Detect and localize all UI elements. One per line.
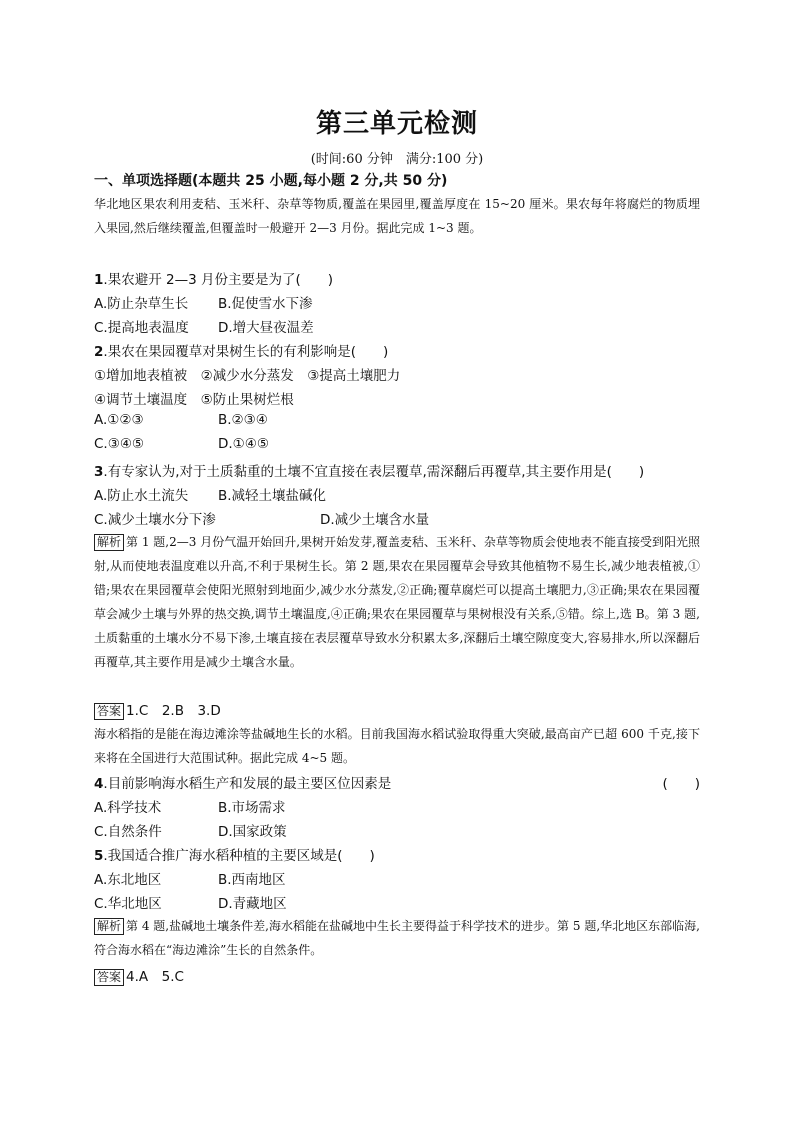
option-c: C.自然条件 [94,824,162,840]
q3-options-row-2 [94,508,594,528]
question-1 [94,268,333,288]
answer-text: 1.C 2.B 3.D [126,703,221,719]
option-a: A.①②③ [94,412,144,428]
q5-options-row-1 [94,868,394,888]
question-number: 4 [94,776,104,792]
q2-items-1: ①增加地表植被 ②减少水分蒸发 ③提高土壤肥力 [94,368,401,384]
analysis-block-1 [94,530,700,674]
question-stem: .我国适合推广海水稻种植的主要区域是( ) [103,848,375,864]
option-c: C.提高地表温度 [94,320,189,336]
q4-options-row-2 [94,820,394,840]
question-number: 2 [94,344,104,360]
passage-2: 海水稻指的是能在海边滩涂等盐碱地生长的水稻。目前我国海水稻试验取得重大突破,最高亩产已超 600 千克,接下来将在全国进行大范围试种。据此完成 4~5 题。 [94,727,700,765]
question-5 [94,844,375,864]
option-a: A.防止水土流失 [94,488,189,504]
answer-paren: ( ) [662,776,700,792]
option-d: D.国家政策 [218,824,287,840]
question-number: 3 [94,464,104,480]
analysis-text: 第 4 题,盐碱地土壤条件差,海水稻能在盐碱地中生长主要得益于科学技术的进步。第 5 题,华北地区东部临海,符合海水稻在“海边滩涂”生长的自然条件。 [94,919,700,957]
page-title: 第三单元检测 [315,109,478,139]
answer-tag: 答案 [94,703,124,720]
question-3 [94,460,644,480]
answer-tag: 答案 [94,969,124,986]
question-stem: .目前影响海水稻生产和发展的最主要区位因素是 [103,776,392,792]
q2-options-row-1 [94,412,394,428]
option-b: B.②③④ [218,412,268,428]
q5-options-row-2 [94,892,394,912]
option-a: A.防止杂草生长 [94,296,189,312]
question-4 [94,772,700,792]
question-2 [94,340,388,360]
analysis-tag: 解析 [94,918,124,935]
option-a: A.东北地区 [94,872,162,888]
option-d: D.青藏地区 [218,896,287,912]
option-b: B.减轻土壤盐碱化 [218,488,327,504]
analysis-text: 第 1 题,2—3 月份气温开始回升,果树开始发芽,覆盖麦秸、玉米秆、杂草等物质会使地表不能直接受到阳光照射,从而使地表温度难以升高,不利于果树生长。第 2 题,果农在果园覆草会导致其他植物不易生长,减少地表植被,①错;果农在果园覆草会使阳光照射到地面少,减少水分蒸发,②正确;覆草腐烂可以提高土壤肥力,③正确;果农在果园覆草会减少土壤与外界的热交换,调节土壤温度,④正确;果农在果园覆草与果树根没有关系,⑤错。综上,选 B。第 3 题,土质黏重的土壤水分不易下渗,土壤直接在表层覆草导致水分积累太多,深翻后土壤空隙度变大,容易排水,所以深翻后再覆草,其主要作用是减少土壤含水量。 [94,535,700,669]
option-c: C.③④⑤ [94,436,145,452]
option-d: D.增大昼夜温差 [218,320,314,336]
analysis-block-2 [94,914,700,962]
answer-block-2 [94,965,184,986]
option-a: A.科学技术 [94,800,162,816]
q2-items-2: ④调节土壤温度 ⑤防止果树烂根 [94,392,294,408]
question-stem: .果农在果园覆草对果树生长的有利影响是( ) [103,344,389,360]
answer-block-1 [94,699,221,720]
question-stem: .果农避开 2—3 月份主要是为了( ) [103,272,333,288]
q1-options-row-2 [94,316,394,336]
q3-options-row-1 [94,484,494,504]
question-stem: .有专家认为,对于土质黏重的土壤不宜直接在表层覆草,需深翻后再覆草,其主要作用是( ) [103,464,645,480]
option-b: B.市场需求 [218,800,286,816]
option-b: B.促使雪水下渗 [218,296,313,312]
question-number: 5 [94,848,104,864]
analysis-tag: 解析 [94,534,124,551]
option-b: B.西南地区 [218,872,286,888]
q1-options-row-1 [94,292,394,312]
section-heading: 一、单项选择题(本题共 25 小题,每小题 2 分,共 50 分) [94,173,448,189]
option-d: D.①④⑤ [218,436,269,452]
option-d: D.减少土壤含水量 [320,512,430,528]
q4-options-row-1 [94,796,394,816]
answer-text: 4.A 5.C [126,969,184,985]
q2-options-row-2 [94,436,394,452]
passage-1: 华北地区果农利用麦秸、玉米秆、杂草等物质,覆盖在果园里,覆盖厚度在 15~20 厘米。果农每年将腐烂的物质埋入果园,然后继续覆盖,但覆盖时一般避开 2—3 月份。据此完成 1~3 题。 [94,197,700,235]
question-number: 1 [94,272,104,288]
exam-info: (时间:60 分钟 满分:100 分) [310,152,484,167]
option-c: C.华北地区 [94,896,162,912]
option-c: C.减少土壤水分下渗 [94,512,216,528]
